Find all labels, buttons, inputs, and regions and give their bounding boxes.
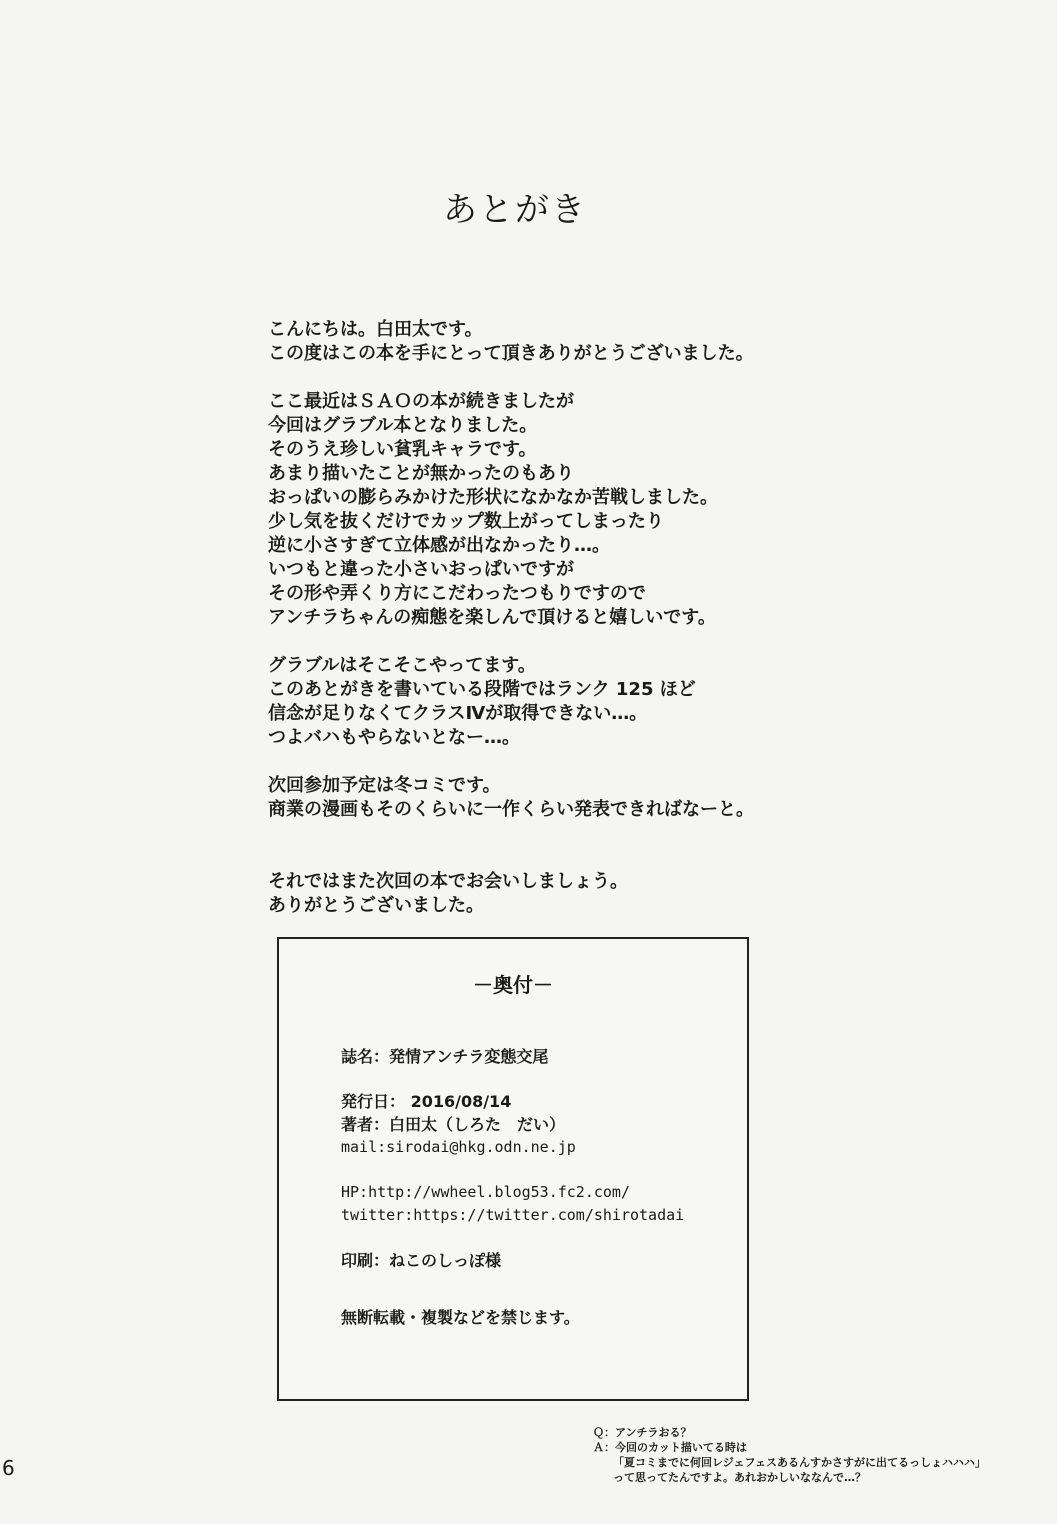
afterword-line: グラブルはそこそこやってます。	[268, 655, 536, 676]
colophon-mail-line: mail:sirodai@hkg.odn.ne.jp	[341, 1138, 576, 1156]
afterword-paragraph	[268, 654, 828, 750]
afterword-line: つよバハもやらないとなー…。	[268, 727, 520, 748]
colophon-lines	[341, 1045, 684, 1329]
afterword-line: 今回はグラブル本となりました。	[268, 415, 538, 436]
colophon-date-line: 発行日： 2016/08/14	[341, 1092, 512, 1111]
afterword-body	[268, 318, 828, 942]
afterword-line: 逆に小さすぎて立体感が出なかったり…。	[268, 535, 610, 556]
page-title: あとがき	[443, 190, 587, 230]
afterword-line: ありがとうございました。	[268, 895, 484, 916]
afterword-line: それではまた次回の本でお会いしましょう。	[268, 871, 628, 892]
afterword-line: 商業の漫画もそのくらいに一作くらい発表できればなーと。	[268, 799, 754, 820]
afterword-line: 少し気を抜くだけでカップ数上がってしまったり	[268, 511, 664, 532]
afterword-line: 信念が足りなくてクラスⅣが取得できない…。	[268, 703, 648, 724]
colophon-notice-line: 無断転載・複製などを禁じます。	[341, 1308, 580, 1327]
afterword-line: 次回参加予定は冬コミです。	[268, 775, 501, 796]
qa-question: Ｑ：アンチラおる？	[593, 1426, 692, 1439]
colophon-heading: －奥付－	[473, 973, 553, 997]
afterword-line: あまり描いたことが無かったのもあり	[268, 463, 574, 484]
afterword-paragraph	[268, 318, 828, 366]
qa-note	[593, 1425, 986, 1485]
colophon-twitter-line: twitter:https://twitter.com/shirotadai	[341, 1206, 685, 1224]
colophon-print-line: 印刷：ねこのしっぽ様	[341, 1251, 502, 1270]
colophon-title-line: 誌名：発情アンチラ変態交尾	[341, 1047, 549, 1066]
page-number: 6	[2, 1456, 15, 1480]
colophon-box	[277, 937, 749, 1401]
afterword-line: この度はこの本を手にとって頂きありがとうございました。	[268, 343, 754, 364]
qa-answer-line: 「夏コミまでに何回レジェフェスあるんすかさすがに出てるっしょハハハ」	[613, 1456, 986, 1469]
afterword-line: ここ最近はＳＡＯの本が続きましたが	[268, 391, 574, 412]
afterword-line: おっぱいの膨らみかけた形状になかなか苦戦しました。	[268, 487, 718, 508]
afterword-line: そのうえ珍しい貧乳キャラです。	[268, 439, 537, 460]
colophon-author-line: 著者：白田太（しろた だい）	[341, 1115, 566, 1134]
afterword-paragraph	[268, 870, 828, 918]
afterword-line: こんにちは。白田太です。	[268, 319, 483, 340]
afterword-line: その形や弄くり方にこだわったつもりですので	[268, 583, 646, 604]
afterword-line: アンチラちゃんの痴態を楽しんで頂けると嬉しいです。	[268, 607, 716, 628]
qa-answer-line: Ａ：今回のカット描いてる時は	[593, 1441, 747, 1454]
afterword-line: いつもと違った小さいおっぱいですが	[268, 559, 574, 580]
qa-answer-line: って思ってたんですよ。あれおかしいななんで…？	[613, 1471, 866, 1484]
afterword-line: このあとがきを書いている段階ではランク 125 ほど	[268, 679, 696, 700]
afterword-paragraph	[268, 774, 828, 822]
colophon-hp-line: HP:http://wwheel.blog53.fc2.com/	[341, 1183, 630, 1201]
afterword-paragraph	[268, 390, 828, 630]
